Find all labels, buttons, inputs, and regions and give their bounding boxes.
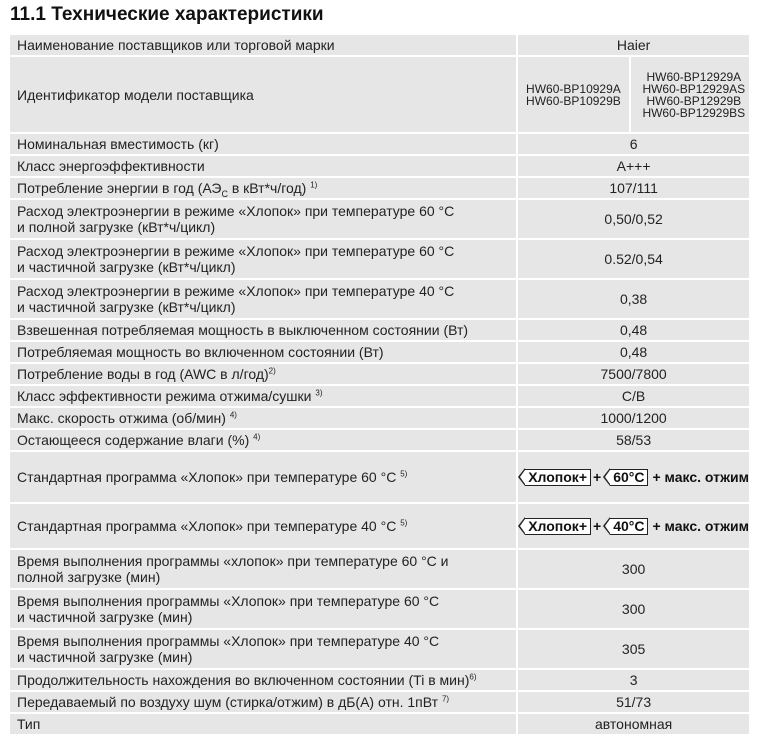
table-row xyxy=(10,134,749,154)
row-label xyxy=(10,504,518,548)
footnote-marker: 4) xyxy=(229,410,237,420)
model-id: HW60-BP12929AS xyxy=(642,81,746,96)
footnote-marker: 5) xyxy=(400,469,408,479)
table-row xyxy=(10,408,749,428)
label-text: Класс эффективности режима отжима/сушки xyxy=(17,388,316,404)
model-id: HW60-BP10929B xyxy=(526,93,621,108)
table-row xyxy=(10,35,749,55)
label-line: и частичной загрузке (мин) xyxy=(17,609,193,625)
program-button-symbol xyxy=(518,517,591,535)
row-value: 6 xyxy=(518,134,749,154)
spin-note: + макс. отжим xyxy=(652,518,749,534)
model-cell xyxy=(518,57,749,132)
row-label xyxy=(10,590,518,628)
row-label: Класс энергоэффективности xyxy=(10,156,518,176)
program-name: Хлопок+ xyxy=(525,518,591,535)
label-text: в кВт*ч/год) xyxy=(227,180,307,196)
spin-note: + макс. отжим xyxy=(652,469,749,485)
table-row xyxy=(10,178,749,198)
program-cell xyxy=(518,504,749,548)
temperature-button-symbol xyxy=(603,517,648,535)
row-label: Взвешенная потребляемая мощность в выключенном состоянии (Вт) xyxy=(10,320,518,340)
footnote-marker: 1) xyxy=(310,180,318,190)
table-row xyxy=(10,364,749,384)
label-line: и частичной загрузке (кВт*ч/цикл) xyxy=(17,259,236,275)
row-label xyxy=(10,200,518,238)
label-line: Время выполнения программы «хлопок» при температуре 60 °C и xyxy=(17,553,449,569)
row-value: 305 xyxy=(518,630,749,668)
table-row xyxy=(10,430,749,450)
label-text: Продолжительность нахождения во включенном состоянии (Ti в мин) xyxy=(17,672,470,688)
row-value: 3 xyxy=(518,670,749,690)
row-label: Номинальная вместимость (кг) xyxy=(10,134,518,154)
row-label: Идентификатор модели поставщика xyxy=(10,57,518,132)
footnote-marker: 4) xyxy=(253,432,261,442)
table-row xyxy=(10,200,749,238)
row-label xyxy=(10,670,518,690)
subscript: C xyxy=(221,188,228,199)
row-value: 107/111 xyxy=(518,178,749,198)
section-title: 11.1 Технические характеристики xyxy=(10,4,324,25)
table-row xyxy=(10,320,749,340)
table-row xyxy=(10,452,749,502)
label-text: Макс. скорость отжима (об/мин) xyxy=(17,410,230,426)
row-value: 58/53 xyxy=(518,430,749,450)
row-label: Наименование поставщиков или торговой марки xyxy=(10,35,518,55)
label-line: и частичной загрузке (мин) xyxy=(17,649,193,665)
temperature-button-symbol xyxy=(603,468,648,486)
table-row xyxy=(10,156,749,176)
plus-sign: + xyxy=(593,518,602,534)
label-text: Стандартная программа «Хлопок» при температуре 60 °C xyxy=(17,469,401,485)
model-group-b xyxy=(631,57,749,132)
label-line: Расход электроэнергии в режиме «Хлопок» при температуре 40 °C xyxy=(17,283,455,299)
model-id: HW60-BP12929BS xyxy=(642,105,746,120)
footnote-marker: 5) xyxy=(400,518,408,528)
model-id: HW60-BP12929A xyxy=(646,69,742,84)
table-row xyxy=(10,342,749,362)
label-text: Стандартная программа «Хлопок» при температуре 40 °C xyxy=(17,518,401,534)
row-value: 51/73 xyxy=(518,692,749,712)
label-text: Передаваемый по воздуху шум (стирка/отжим) в дБ(А) отн. 1пВт xyxy=(17,694,442,710)
footnote-marker: 6) xyxy=(469,672,477,682)
model-id: HW60-BP10929A xyxy=(526,81,621,96)
row-label xyxy=(10,364,518,384)
row-label xyxy=(10,692,518,712)
model-group-a xyxy=(518,57,630,132)
row-value: 0,48 xyxy=(518,320,749,340)
row-value: 0.52/0,54 xyxy=(518,240,749,278)
row-value: 1000/1200 xyxy=(518,408,749,428)
table-row xyxy=(10,630,749,668)
temperature-value: 60°C xyxy=(610,469,648,486)
label-line: Расход электроэнергии в режиме «Хлопок» при температуре 60 °C xyxy=(17,203,455,219)
label-line: Время выполнения программы «Хлопок» при температуре 60 °C xyxy=(17,593,440,609)
row-label xyxy=(10,386,518,406)
temperature-value: 40°C xyxy=(610,518,648,535)
row-label: Тип xyxy=(10,714,518,734)
label-line: и частичной загрузке (кВт*ч/цикл) xyxy=(17,299,236,315)
row-label xyxy=(10,550,518,588)
label-text: Потребление воды в год (AWC в л/год) xyxy=(17,366,269,382)
footnote-marker: 7) xyxy=(441,694,450,704)
label-line: полной загрузке (мин) xyxy=(17,569,161,585)
label-line: Расход электроэнергии в режиме «Хлопок» при температуре 60 °C xyxy=(17,243,455,259)
row-value: 7500/7800 xyxy=(518,364,749,384)
row-value: 300 xyxy=(518,550,749,588)
table-row xyxy=(10,692,749,712)
row-value: A+++ xyxy=(518,156,749,176)
table-row xyxy=(10,670,749,690)
row-label xyxy=(10,408,518,428)
label-line: Время выполнения программы «Хлопок» при температуре 40 °C xyxy=(17,633,440,649)
program-button-symbol xyxy=(518,468,591,486)
plus-sign: + xyxy=(593,469,602,485)
row-value: C/B xyxy=(518,386,749,406)
row-label xyxy=(10,240,518,278)
table-row xyxy=(10,550,749,588)
row-value: 300 xyxy=(518,590,749,628)
table-row xyxy=(10,386,749,406)
row-label xyxy=(10,630,518,668)
model-id: HW60-BP12929B xyxy=(646,93,742,108)
row-label xyxy=(10,452,518,502)
footnote-marker: 3) xyxy=(315,388,323,398)
label-text: Остающееся содержание влаги (%) xyxy=(17,432,254,448)
table-row xyxy=(10,280,749,318)
footnote-marker: 2) xyxy=(268,366,276,376)
row-value: автономная xyxy=(518,714,749,734)
row-label xyxy=(10,280,518,318)
program-name: Хлопок+ xyxy=(525,469,591,486)
row-value: 0,50/0,52 xyxy=(518,200,749,238)
table-row xyxy=(10,504,749,548)
table-row xyxy=(10,57,749,132)
spec-table xyxy=(10,33,749,736)
label-line: и полной загрузке (кВт*ч/цикл) xyxy=(17,219,216,235)
table-row xyxy=(10,240,749,278)
row-value: 0,48 xyxy=(518,342,749,362)
row-label: Потребляемая мощность во включенном состоянии (Вт) xyxy=(10,342,518,362)
row-label xyxy=(10,178,518,198)
row-value: Haier xyxy=(518,35,749,55)
row-label xyxy=(10,430,518,450)
row-value: 0,38 xyxy=(518,280,749,318)
label-text: Потребление энергии в год (АЭ xyxy=(17,180,222,196)
table-row xyxy=(10,590,749,628)
program-cell xyxy=(518,452,749,502)
table-row xyxy=(10,714,749,734)
